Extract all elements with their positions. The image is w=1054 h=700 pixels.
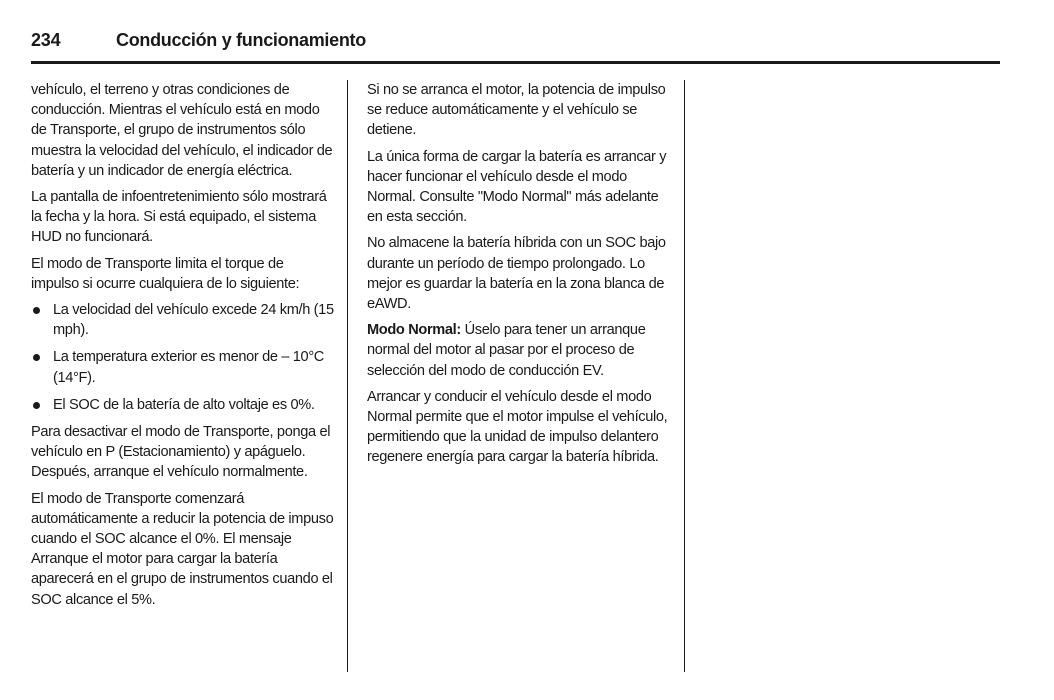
list-item xyxy=(31,300,334,340)
text-column-2 xyxy=(367,80,672,474)
column-divider-left xyxy=(347,80,348,672)
bullet-icon xyxy=(33,354,40,361)
normal-mode-body: Úselo para tener un arranque normal del motor al pasar por el proceso de selección del modo de conducción EV. xyxy=(367,322,646,379)
section-title: Conducción y funcionamiento xyxy=(116,30,366,50)
list-item-text: La temperatura exterior es menor de – 10°C (14°F). xyxy=(53,349,324,386)
paragraph-power-reduction: El modo de Transporte comenzará automáticamente a reducir la potencia de impuso cuando el SOC alcance el 0%. El mensaje Arranque el motor para cargar la batería aparecerá en el grupo de instrumentos cuando el SOC alcance el 5%. xyxy=(31,490,334,608)
paragraph-engine-not-started: Si no se arranca el motor, la potencia de impulso se reduce automáticamente y el vehículo se detiene. xyxy=(367,82,666,139)
list-item xyxy=(31,395,334,415)
paragraph-storage-warning: No almacene la batería híbrida con un SOC bajo durante un período de tiempo prolongado. Lo mejor es guardar la batería en la zona blanca de eAWD. xyxy=(367,235,666,313)
column-divider-right xyxy=(684,80,685,672)
text-column-1 xyxy=(31,80,334,616)
normal-mode-heading: Modo Normal: xyxy=(367,322,461,339)
paragraph-normal-mode xyxy=(367,320,672,381)
bullet-icon xyxy=(33,402,40,409)
list-item-text: La velocidad del vehículo excede 24 km/h (15 mph). xyxy=(53,302,334,339)
list-item xyxy=(31,347,334,387)
paragraph-torque-limit: El modo de Transporte limita el torque de impulso si ocurre cualquiera de lo siguiente: xyxy=(31,255,300,292)
paragraph-transport-display: vehículo, el terreno y otras condiciones de conducción. Mientras el vehículo está en modo de Transporte, el grupo de instrumentos sólo muestra la velocidad del vehículo, el indicador de batería y un indicador de energía eléctrica. xyxy=(31,82,333,179)
paragraph-charge-battery: La única forma de cargar la batería es arrancar y hacer funcionar el vehículo desde el modo Normal. Consulte "Modo Normal" más adelante en esta sección. xyxy=(367,148,667,226)
conditions-list xyxy=(31,300,334,415)
page-number: 234 xyxy=(31,30,61,50)
header-rule xyxy=(31,61,1000,64)
paragraph-infotainment: La pantalla de infoentretenimiento sólo mostrará la fecha y la hora. Si está equipado, el sistema HUD no funcionará. xyxy=(31,189,327,246)
bullet-icon xyxy=(33,307,40,314)
list-item-text: El SOC de la batería de alto voltaje es 0%. xyxy=(53,396,315,413)
paragraph-normal-drive: Arrancar y conducir el vehículo desde el modo Normal permite que el motor impulse el vehículo, permitiendo que la unidad de impulso delantero regenere energía para cargar la batería híbrida. xyxy=(367,388,668,466)
paragraph-deactivate: Para desactivar el modo de Transporte, ponga el vehículo en P (Estacionamiento) y apáguelo. Después, arranque el vehículo normalmente. xyxy=(31,424,331,481)
